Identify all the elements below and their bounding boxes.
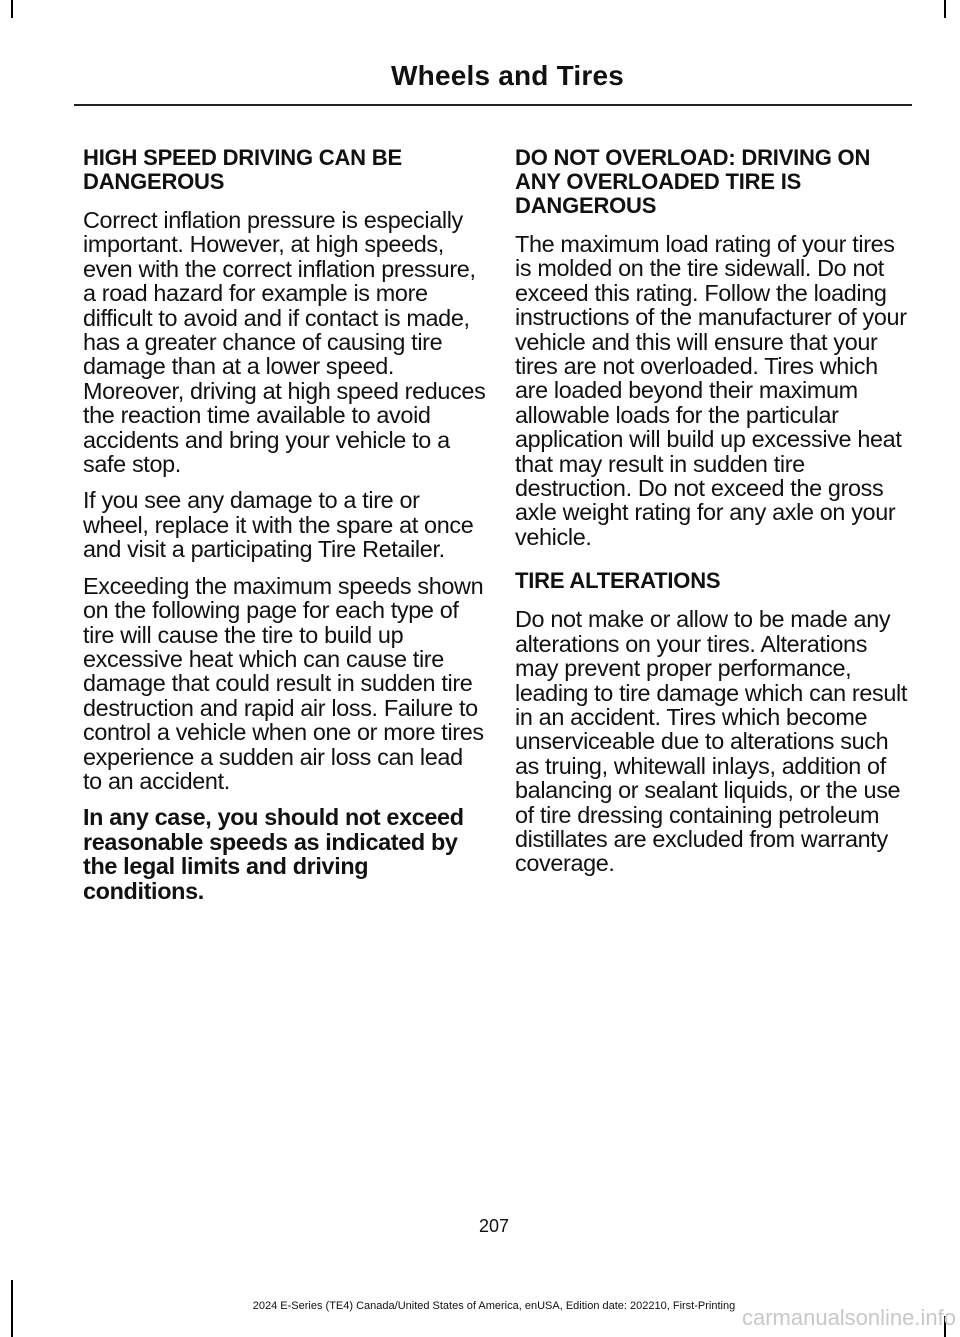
watermark: carmanualsonline.info (741, 1305, 956, 1330)
section-heading-high-speed: HIGH SPEED DRIVING CAN BE DANGEROUS (83, 145, 402, 194)
left-column (83, 146, 487, 915)
right-column (515, 146, 913, 888)
header-divider (74, 104, 912, 106)
section-heading-do-not-overload: DO NOT OVERLOAD: DRIVING ON ANY OVERLOADED TIRE IS DANGEROUS (515, 145, 871, 218)
crop-mark-top-left (11, 0, 13, 18)
bold-warning-paragraph: In any case, you should not exceed reasonable speeds as indicated by the legal limits and driving conditions. (83, 804, 464, 904)
paragraph: Correct inflation pressure is especially important. However, at high speeds, even with the correct inflation pressure, a road hazard for example is more difficult to avoid and if contact is made, has a greater chance of causing tire damage than at a lower speed. Moreover, driving at high speed reduces the reaction time available to avoid accidents and bring your vehicle to a safe stop. (83, 207, 486, 478)
crop-mark-top-right (944, 0, 946, 18)
page-number: 207 (478, 1216, 510, 1236)
paragraph: Exceeding the maximum speeds shown on the following page for each type of tire will cause the tire to build up excessive heat which can cause tire damage that could result in sudden tire destruction and rapid air loss. Failure to control a vehicle when one or more tires experience a sudden air loss can lead to an accident. (83, 572, 484, 794)
paragraph: The maximum load rating of your tires is molded on the tire sidewall. Do not exceed this rating. Follow the loading instructions of the manufacturer of your vehicle and this will ensure that your tires are not overloaded. Tires which are loaded beyond their maximum allowable loads for the particular application will build up excessive heat that may result in sudden tire destruction. Do not exceed the gross axle weight rating for any axle on your vehicle. (515, 231, 907, 550)
section-heading-tire-alterations: TIRE ALTERATIONS (515, 568, 721, 594)
paragraph: Do not make or allow to be made any alterations on your tires. Alterations may prevent proper performance, leading to tire damage which can result in an accident. Tires which become unserviceable due to alterations such as truing, whitewall inlays, addition of balancing or sealant liquids, or the use of tire dressing containing petroleum distillates are excluded from warranty coverage. (515, 606, 908, 877)
page-header-title: Wheels and Tires (391, 60, 624, 91)
paragraph: If you see any damage to a tire or wheel, replace it with the spare at once and visit a participating Tire Retailer. (83, 487, 474, 563)
edition-footer: 2024 E-Series (TE4) Canada/United States of America, enUSA, Edition date: 202210, First-Printing (252, 1300, 736, 1312)
